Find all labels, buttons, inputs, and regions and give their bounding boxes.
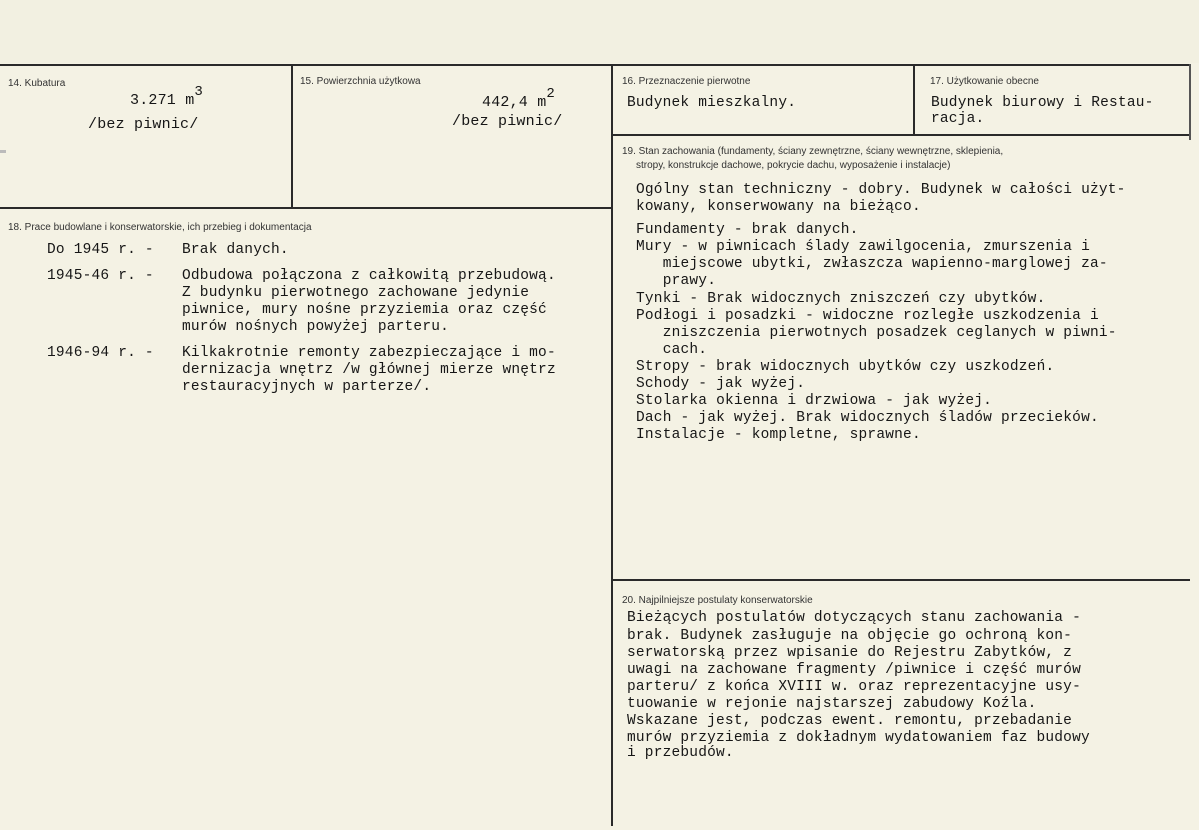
entry-text: piwnice, mury nośne przyziemia oraz część [182, 302, 547, 318]
divider-14-15 [291, 64, 293, 208]
postulate-line: brak. Budynek zasługuje na objęcie go ochroną kon- [627, 628, 1073, 644]
punch-mark [0, 150, 6, 153]
entry-text: restauracyjnych w parterze/. [182, 379, 432, 395]
condition-line: Tynki - Brak widocznych zniszczeń czy ubytków. [636, 291, 1046, 307]
field-16-label: 16. Przeznaczenie pierwotne [622, 76, 751, 87]
field-15-label: 15. Powierzchnia użytkowa [300, 76, 421, 87]
divider-right-edge [1189, 64, 1191, 140]
field-15-note: /bez piwnic/ [452, 113, 563, 130]
postulate-line: murów przyziemia z dokładnym wydatowaniem faz budowy [627, 730, 1090, 746]
condition-line: kowany, konserwowany na bieżąco. [636, 199, 921, 215]
condition-line: Dach - jak wyżej. Brak widocznych śladów przecieków. [636, 410, 1099, 426]
postulate-line: parteru/ z końca XVIII w. oraz reprezentacyjne usy- [627, 679, 1081, 695]
divider-top [0, 64, 1190, 66]
condition-line: Instalacje - kompletne, sprawne. [636, 427, 921, 443]
divider-20 [611, 579, 1190, 581]
condition-line: miejscowe ubytki, zwłaszcza wapienno-marglowej za- [636, 256, 1108, 272]
divider-19 [611, 134, 1190, 136]
field-19-label: 19. Stan zachowania (fundamenty, ściany zewnętrzne, ściany wewnętrzne, sklepienia, [622, 146, 1004, 157]
divider-main [611, 64, 613, 826]
entry-text: Odbudowa połączona z całkowitą przebudową. [182, 268, 556, 284]
entry-date: 1945-46 r. - [47, 268, 154, 284]
powierzchnia-exponent: 2 [546, 86, 556, 102]
postulate-line: Wskazane jest, podczas ewent. remontu, przebadanie [627, 713, 1073, 729]
field-19-label-cont: stropy, konstrukcje dachowe, pokrycie dachu, wyposażenie i instalacje) [636, 160, 951, 171]
condition-line: Stolarka okienna i drzwiowa - jak wyżej. [636, 393, 993, 409]
entry-text: Brak danych. [182, 242, 289, 258]
condition-line: Podłogi i posadzki - widoczne rozległe uszkodzenia i [636, 308, 1099, 324]
postulate-line: uwagi na zachowane fragmenty /piwnice i część murów [627, 662, 1081, 678]
card-top-margin [0, 0, 1199, 63]
powierzchnia-value: 442,4 m [482, 94, 547, 111]
condition-line: Fundamenty - brak danych. [636, 222, 859, 238]
condition-line: zniszczenia pierwotnych posadzek ceglanych w piwni- [636, 325, 1117, 341]
field-20-label: 20. Najpilniejsze postulaty konserwatorskie [622, 595, 813, 606]
condition-line: Schody - jak wyżej. [636, 376, 806, 392]
condition-line: cach. [636, 342, 708, 358]
field-14-value [130, 84, 204, 109]
field-14-note: /bez piwnic/ [88, 116, 199, 133]
condition-line: Stropy - brak widocznych ubytków czy uszkodzeń. [636, 359, 1055, 375]
entry-date: 1946-94 r. - [47, 345, 154, 361]
entry-date: Do 1945 r. - [47, 242, 154, 258]
field-17-line: racja. [931, 111, 985, 127]
entry-text: murów nośnych powyżej parteru. [182, 319, 450, 335]
condition-line: Ogólny stan techniczny - dobry. Budynek w całości użyt- [636, 182, 1126, 198]
postulate-line: i przebudów. [627, 745, 734, 761]
postulate-line: Bieżących postulatów dotyczących stanu zachowania - [627, 610, 1081, 626]
field-15-value [482, 86, 556, 111]
entry-text: Z budynku pierwotnego zachowane jedynie [182, 285, 530, 301]
condition-line: prawy. [636, 273, 717, 289]
entry-text: Kilkakrotnie remonty zabezpieczające i mo- [182, 345, 556, 361]
field-16-line: Budynek mieszkalny. [627, 95, 797, 111]
postulate-line: tuowanie w rejonie najstarszej zabudowy Koźla. [627, 696, 1037, 712]
entry-text: dernizacja wnętrz /w głównej mierze wnętrz [182, 362, 556, 378]
divider-16-17 [913, 64, 915, 135]
kubatura-value: 3.271 m [130, 92, 195, 109]
field-17-label: 17. Użytkowanie obecne [930, 76, 1039, 87]
divider-18 [0, 207, 612, 209]
kubatura-exponent: 3 [194, 84, 204, 100]
field-18-label: 18. Prace budowlane i konserwatorskie, ich przebieg i dokumentacja [8, 222, 312, 233]
condition-line: Mury - w piwnicach ślady zawilgocenia, zmurszenia i [636, 239, 1090, 255]
field-14-label: 14. Kubatura [8, 78, 66, 89]
field-17-line: Budynek biurowy i Restau- [931, 95, 1154, 111]
postulate-line: serwatorską przez wpisanie do Rejestru Zabytków, z [627, 645, 1073, 661]
